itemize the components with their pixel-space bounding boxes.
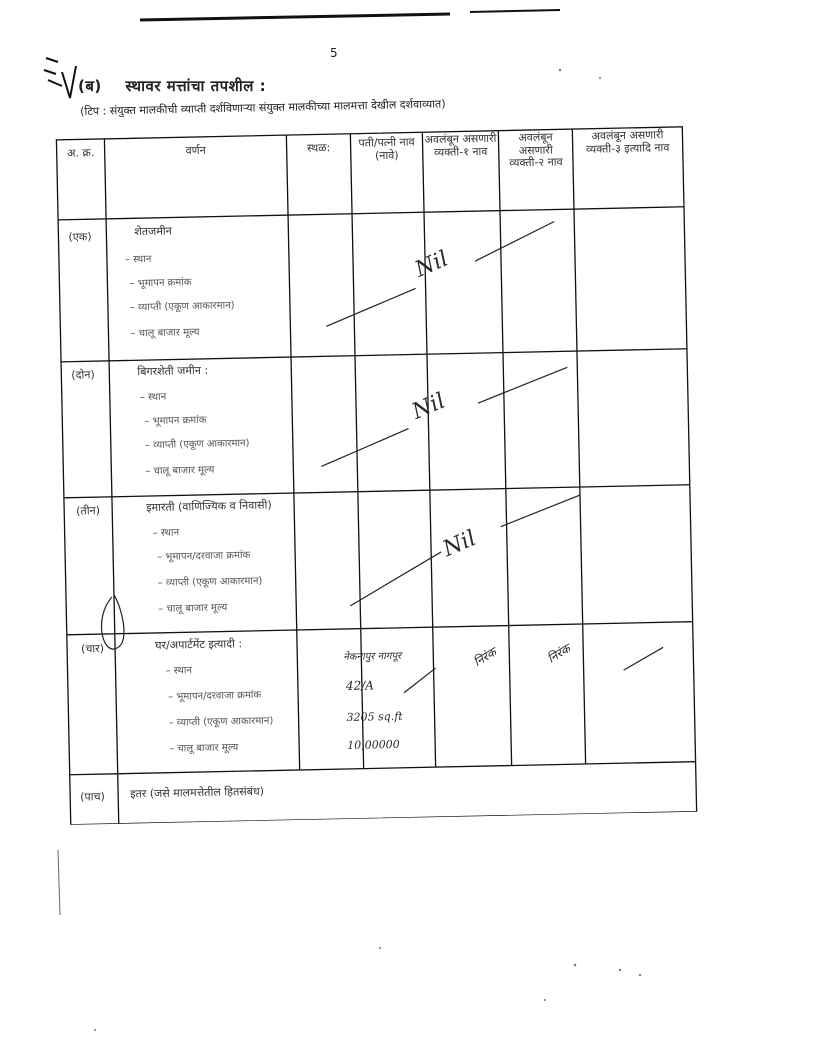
row-2-item-2: – भूमापन क्रमांक xyxy=(144,414,207,428)
row-1-item-1: – स्थान xyxy=(124,253,152,266)
row-3-nil-mark: Nil xyxy=(439,526,480,563)
row-1-item-3: – व्याप्ती (एकूण आकारमान) xyxy=(129,300,235,314)
row-5-title: इतर (जसे मालमत्तेतील हितसंबंध) xyxy=(129,784,265,801)
row-1-title: शेतजमीन xyxy=(134,224,172,239)
row-4-item-3: – व्याप्ती (एकूण आकारमान) xyxy=(168,715,274,729)
row-4-survey-value: 42/A xyxy=(345,678,375,693)
row-3-item-1: – स्थान xyxy=(152,527,180,539)
row-4-dependent-1-value: निरंक xyxy=(470,644,499,670)
row-4-dependent-2-value: निरंक xyxy=(544,641,573,666)
handwritten-strokes xyxy=(52,107,707,825)
section-heading xyxy=(78,76,266,96)
row-2-item-1: – स्थान xyxy=(139,391,167,404)
header-dependent-3: अवलंबून असणारी व्यक्ती-३ इत्यादि नाव xyxy=(585,128,670,156)
row-3-title: इमारती (वाणिज्यिक व निवासी) xyxy=(146,498,272,515)
row-1-item-2: – भूमापन क्रमांक xyxy=(129,277,192,290)
header-description: वर्णन xyxy=(185,143,206,158)
row-3-item-4: – चालू बाजार मूल्य xyxy=(158,602,228,615)
row-4-item-1: – स्थान xyxy=(165,665,193,677)
row-2-title: बिगरशेती जमीन : xyxy=(137,363,209,379)
row-2-item-4: – चालू बाजार मूल्य xyxy=(145,464,215,478)
note-text: (टिप : संयुक्त मालकीची व्याप्ती दर्शविणाऱ्या संयुक्त मालकीच्या मालमत्ता देखील दर्शवाव्यात) xyxy=(80,97,446,118)
row-1-nil-mark: Nil xyxy=(411,246,452,283)
row-2-nil-mark: Nil xyxy=(408,388,449,425)
row-4-item-2: – भूमापन/दरवाजा क्रमांक xyxy=(167,689,262,703)
row-4-location-value: नेकनापुर नागपूर xyxy=(343,650,402,664)
row-4-area-value: 3205 sq.ft xyxy=(346,709,403,724)
row-3-item-3: – व्याप्ती (एकूण आकारमान) xyxy=(157,575,263,589)
row-3-item-2: – भूमापन/दरवाजा क्रमांक xyxy=(157,549,251,563)
section-title: स्थावर मत्तांचा तपशील : xyxy=(125,77,267,95)
header-dependent-1: अवलंबून असणारी व्यक्ती-१ नाव xyxy=(424,131,497,159)
header-serial: अ. क्र. xyxy=(66,146,95,160)
row-2-item-3: – व्याप्ती (एकूण आकारमान) xyxy=(144,437,250,452)
row-1-item-4: – चालू बाजार मूल्य xyxy=(130,326,200,340)
row-4-title: घर/अपार्टमेंट इत्यादी : xyxy=(154,637,243,652)
header-dependent-2: अवलंबून असणारी व्यक्ती-२ नाव xyxy=(509,130,563,170)
row-4-item-4: – चालू बाजार मूल्य xyxy=(169,742,239,755)
row-2-number: (दोन) xyxy=(71,368,95,382)
row-4-value-value: 10,00000 xyxy=(347,737,400,752)
page-number: 5 xyxy=(330,46,338,60)
assets-table xyxy=(52,107,707,825)
row-1-number: (एक) xyxy=(68,230,92,244)
header-location: स्थळ: xyxy=(306,141,331,155)
row-4-number: (चार) xyxy=(80,642,105,656)
section-label: (ब) xyxy=(78,77,102,95)
row-3-number: (तीन) xyxy=(76,504,101,518)
row-5-number: (पाच) xyxy=(80,790,105,804)
header-spouse: पती/पत्नी नाव (नावे) xyxy=(358,135,415,162)
